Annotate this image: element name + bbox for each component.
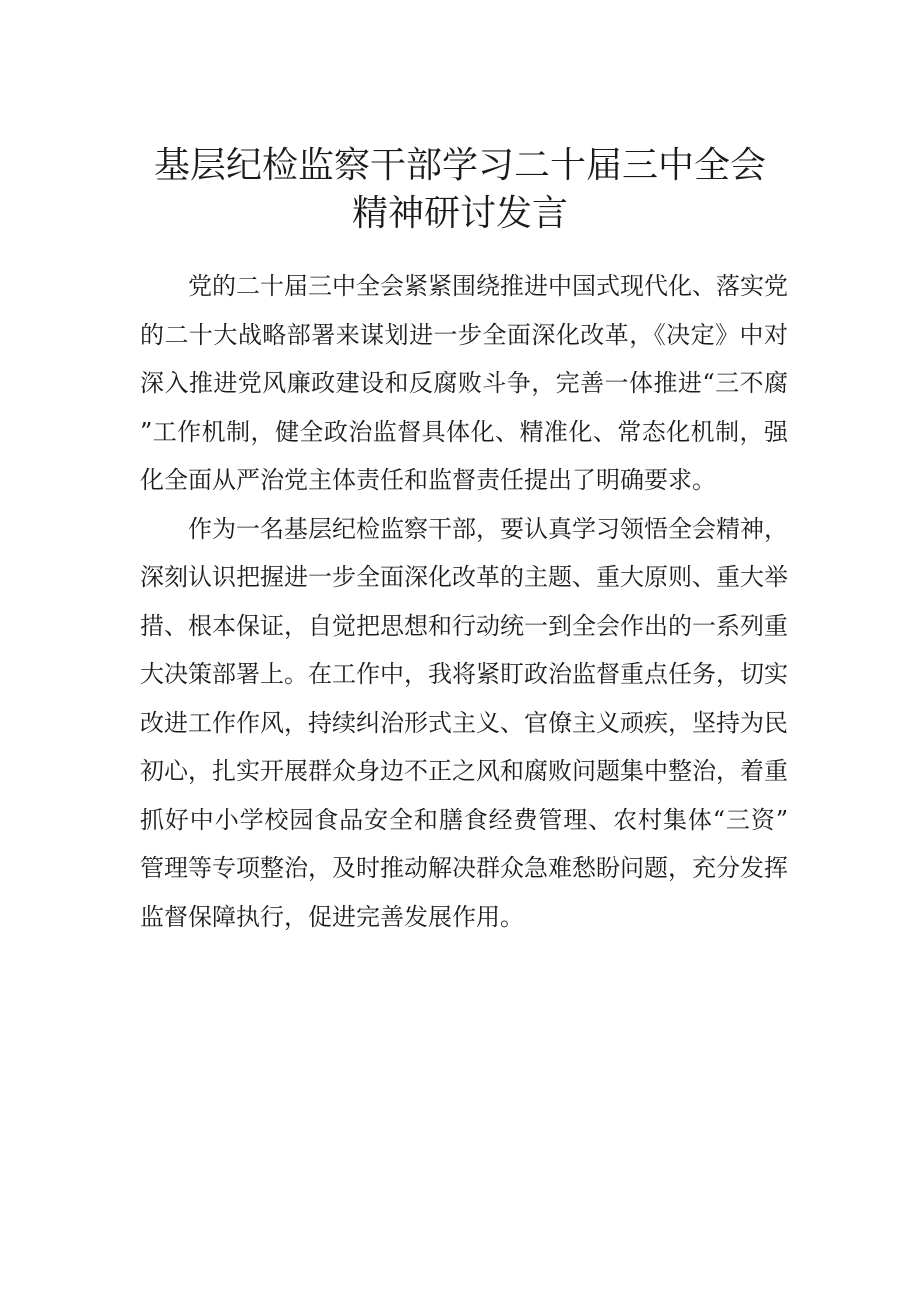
paragraph-1: 党的二十届三中全会紧紧围绕推进中国式现代化、落实党的二十大战略部署来谋划进一步全面深化改革，《决定》中对深入推进党风廉政建设和反腐败斗争，完善一体推进“三不腐”工作机制，健全政治监督具体化、精准化、常态化机制，强化全面从严治党主体责任和监督责任提出了明确要求。 <box>140 272 788 494</box>
document-body <box>140 262 788 941</box>
document-title: 基层纪检监察干部学习二十届三中全会精神研讨发言 <box>153 145 766 234</box>
paragraph-2: 作为一名基层纪检监察干部，要认真学习领悟全会精神，深刻认识把握进一步全面深化改革的主题、重大原则、重大举措、根本保证，自觉把思想和行动统一到全会作出的一系列重大决策部署上。在工作中，我将紧盯政治监督重点任务，切实改进工作作风，持续纠治形式主义、官僚主义顽疾，坚持为民初心，扎实开展群众身边不正之风和腐败问题集中整治，着重抓好中小学校园食品安全和膳食经费管理、农村集体“三资”管理等专项整治，及时推动解决群众急难愁盼问题，充分发挥监督保障执行，促进完善发展作用。 <box>140 514 788 931</box>
